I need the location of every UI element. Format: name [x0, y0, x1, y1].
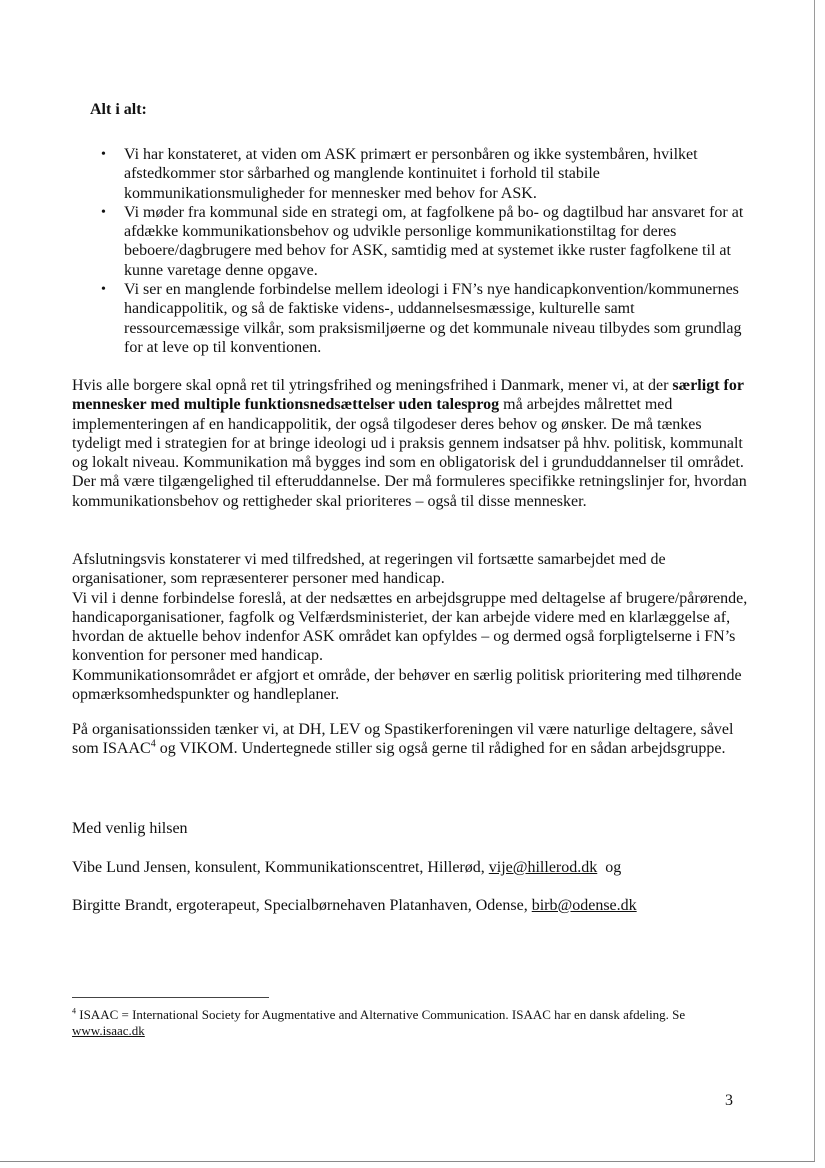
email-link[interactable]: vije@hillerod.dk: [488, 859, 598, 876]
email-link[interactable]: birb@odense.dk: [531, 897, 637, 914]
footnote: [72, 1007, 752, 1039]
bullet-item: [90, 145, 750, 203]
paragraph-rights: [72, 376, 752, 511]
footnote-number: 4: [72, 1006, 76, 1016]
section-heading: Alt i alt:: [90, 101, 147, 118]
paragraph-text: må arbejdes målrettet med implementeringen af en handicappolitik, der også tilgodeser deres behov og ønsker. De må tænkes tydeligt med i strategien for at bringe ideologi ud i praksis gennem indsatser på hhv. politisk, kommunalt og lokalt niveau. Kommunikation må bygges ind som en obligatorisk del i grunduddannelser til området. Der må være tilgængelighed til efteruddannelse. Der må formuleres specifikke retningslinjer for, hvordan kommunikationsbehov og rettigheder skal prioriteres – også til disse mennesker.: [72, 396, 747, 510]
paragraph-text: Kommunikationsområdet er afgjort et område, der behøver en særlig politisk prioritering med tilhørende opmærksomhedspunkter og handleplaner.: [72, 666, 742, 704]
page-number: 3: [725, 1092, 733, 1109]
paragraph-text: Vi vil i denne forbindelse foreslå, at der nedsættes en arbejdsgruppe med deltagelse af brugere/pårørende, handicaporganisationer, fagfolk og Velfærdsministeriet, der kan arbejde videre med en klarlæggelse af, hvordan de aktuelle behov indenfor ASK området kan opfyldes – og dermed også forpligtelserne i FN’s konvention for personer med handicap.: [72, 589, 748, 665]
paragraph-text: På organisationssiden tænker vi, at DH, LEV og Spastikerforeningen vil være naturlige deltagere, såvel som ISAAC: [72, 721, 734, 758]
paragraph-conclusion: [72, 550, 752, 704]
paragraph-text: Afslutningsvis konstaterer vi med tilfredshed, at regeringen vil fortsætte samarbejdet med de organisationer, som repræsenterer personer med handicap.: [72, 551, 666, 588]
bullet-text: Vi møder fra kommunal side en strategi om, at fagfolkene på bo- og dagtilbud har ansvaret for at afdække kommunikationsbehov og udvikle personlige kommunikationstiltag for deres beboere/dagbrugere med behov for ASK, samtidig med at systemet ikke ruster fagfolkene til at kunne varetage denne opgave.: [124, 203, 744, 279]
summary-bullet-list: [90, 145, 750, 357]
footnote-link[interactable]: www.isaac.dk: [72, 1023, 145, 1038]
bullet-icon: •: [101, 282, 106, 298]
bullet-icon: •: [101, 204, 106, 220]
bullet-icon: •: [101, 147, 106, 162]
signature-line: [72, 858, 752, 877]
bullet-item: [90, 203, 750, 280]
paragraph-text: og VIKOM. Undertegnede stiller sig også gerne til rådighed for en sådan arbejdsgruppe.: [155, 740, 726, 758]
closing-greeting: Med venlig hilsen: [72, 820, 188, 837]
page-edge-bottom: [0, 1161, 815, 1162]
bullet-item: [90, 280, 750, 357]
paragraph-organisations: [72, 720, 752, 759]
signature-line: [72, 896, 752, 915]
footnote-reference[interactable]: 4: [150, 738, 156, 750]
signature-text: Vibe Lund Jensen, konsulent, Kommunikationscentret, Hillerød,: [72, 859, 489, 876]
bullet-text: Vi har konstateret, at viden om ASK primært er personbåren og ikke systembåren, hvilket afstedkommer stor sårbarhed og manglende kontinuitet i forhold til stabile kommunikationsmuligheder for mennesker med behov for ASK.: [124, 146, 698, 202]
emphasis-text: særligt for mennesker med multiple funktionsnedsættelser uden talesprog: [72, 377, 744, 414]
footnote-text: ISAAC = International Society for Augmentative and Alternative Communication. ISAAC har en dansk afdeling. Se: [76, 1007, 686, 1022]
signature-suffix: og: [597, 859, 622, 876]
page-edge-right: [814, 0, 815, 1162]
signature-text: Birgitte Brandt, ergoterapeut, Specialbørnehaven Platanhaven, Odense,: [72, 897, 532, 914]
bullet-text: Vi ser en manglende forbindelse mellem ideologi i FN’s nye handicapkonvention/kommunernes handicappolitik, og så de faktiske videns-, uddannelsesmæssige, kulturelle samt ressourcemæssige vilkår, som praksismiljøerne og det kommunale niveau tilbydes som grundlag for at leve op til konventionen.: [124, 281, 742, 356]
paragraph-text: Hvis alle borgere skal opnå ret til ytringsfrihed og meningsfrihed i Danmark, mener vi, at der: [72, 377, 673, 394]
footnote-separator: [72, 997, 269, 998]
